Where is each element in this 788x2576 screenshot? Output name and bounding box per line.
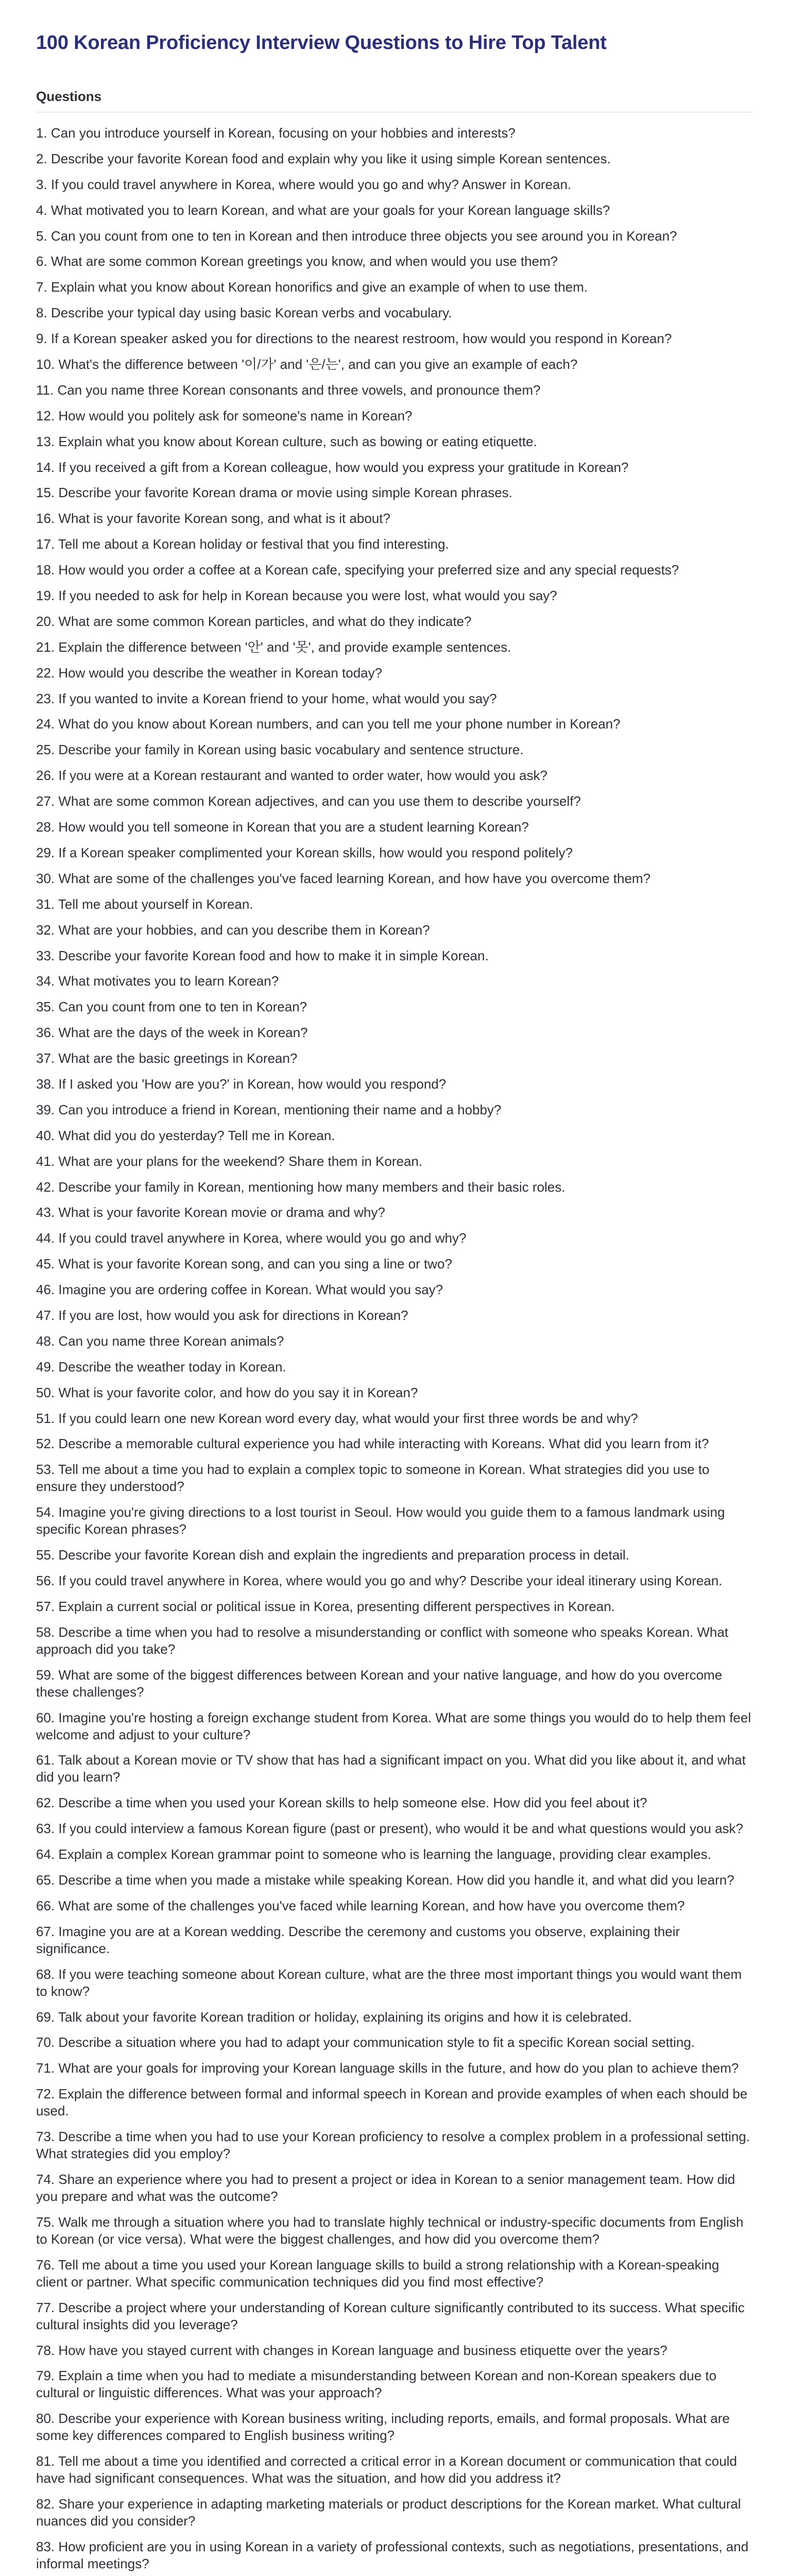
question-item xyxy=(36,870,753,887)
question-item xyxy=(36,150,753,167)
question-text: If you received a gift from a Korean colleague, how would you express your gratitude in Korean? xyxy=(58,459,629,475)
question-text: What are some common Korean adjectives, and can you use them to describe yourself? xyxy=(58,793,581,809)
question-text: Describe your favorite Korean drama or movie using simple Korean phrases. xyxy=(58,485,512,501)
question-number: 21 . xyxy=(36,639,58,655)
question-item xyxy=(36,1153,753,1170)
question-number: 42 . xyxy=(36,1179,58,1195)
question-item xyxy=(36,767,753,784)
question-text: Share your experience in adapting marketing materials or product descriptions for the Korean market. What cultural nuances did you consider? xyxy=(36,2496,741,2529)
question-text: What did you do yesterday? Tell me in Korean. xyxy=(58,1127,335,1143)
question-text: Can you introduce a friend in Korean, mentioning their name and a hobby? xyxy=(58,1101,502,1117)
question-text: Can you name three Korean animals? xyxy=(58,1333,284,1349)
question-text: If you could travel anywhere in Korea, where would you go and why? xyxy=(58,1230,467,1246)
section-heading: Questions xyxy=(36,89,102,104)
question-text: How would you order a coffee at a Korean cafe, specifying your preferred size and any special requests? xyxy=(58,562,679,578)
question-number: 7 . xyxy=(36,279,51,295)
question-text: If a Korean speaker complimented your Korean skills, how would you respond politely? xyxy=(58,844,573,860)
question-item xyxy=(36,125,753,142)
question-number: 29 . xyxy=(36,845,58,860)
question-item xyxy=(36,1333,753,1350)
question-item xyxy=(36,2342,753,2359)
question-number: 81 . xyxy=(36,2453,58,2469)
question-number: 43 . xyxy=(36,1205,58,1220)
question-number: 36 . xyxy=(36,1025,58,1040)
question-number: 28 . xyxy=(36,819,58,835)
question-number: 68 . xyxy=(36,1967,58,1982)
question-text: What do you know about Korean numbers, and can you tell me your phone number in Korean? xyxy=(58,716,621,732)
question-item xyxy=(36,176,753,193)
question-text: Can you count from one to ten in Korean and then introduce three objects you see around you in Korean? xyxy=(50,228,677,244)
question-number: 24 . xyxy=(36,716,58,732)
question-number: 46 . xyxy=(36,1282,58,1297)
question-item xyxy=(36,1897,753,1914)
question-text: Describe your family in Korean using basic vocabulary and sentence structure. xyxy=(58,742,524,758)
question-number: 55 . xyxy=(36,1547,58,1563)
question-number: 39 . xyxy=(36,1102,58,1117)
question-item xyxy=(36,947,753,964)
question-item xyxy=(36,922,753,939)
question-item xyxy=(36,1504,753,1538)
question-item xyxy=(36,2128,753,2162)
question-number: 27 . xyxy=(36,793,58,809)
question-item xyxy=(36,562,753,579)
question-text: How proficient are you in using Korean in a variety of professional contexts, such as negotiations, presentations, and informal meetings? xyxy=(36,2539,749,2572)
question-item xyxy=(36,1461,753,1495)
question-item xyxy=(36,1709,753,1743)
question-item xyxy=(36,2299,753,2333)
question-number: 2 . xyxy=(36,151,51,166)
question-text: Share an experience where you had to present a project or idea in Korean to a senior management team. How did you prepare and what was the outcome? xyxy=(36,2172,735,2205)
question-number: 65 . xyxy=(36,1872,58,1888)
question-text: Explain the difference between formal and informal speech in Korean and provide examples of when each should be used. xyxy=(36,2086,748,2119)
question-item xyxy=(36,613,753,630)
question-text: What's the difference between '이/가' and '은/는', and can you give an example of each? xyxy=(58,357,578,372)
question-text: What motivated you to learn Korean, and what are your goals for your Korean language skills? xyxy=(50,202,610,218)
question-text: Describe your family in Korean, mentioning how many members and their basic roles. xyxy=(58,1179,566,1195)
question-text: If you could travel anywhere in Korea, where would you go and why? Describe your ideal itinerary using Korean. xyxy=(58,1572,723,1588)
question-number: 40 . xyxy=(36,1128,58,1143)
question-text: Describe a situation where you had to adapt your communication style to fit a specific Korean social setting. xyxy=(58,2035,695,2050)
question-item xyxy=(36,844,753,861)
question-number: 73 . xyxy=(36,2129,58,2144)
question-number: 50 . xyxy=(36,1385,58,1400)
question-text: Describe your favorite Korean food and how to make it in simple Korean. xyxy=(58,947,489,963)
question-item xyxy=(36,1307,753,1324)
question-text: Can you count from one to ten in Korean? xyxy=(58,999,307,1015)
question-item xyxy=(36,1752,753,1786)
question-text: Describe your favorite Korean dish and explain the ingredients and preparation process in detail. xyxy=(58,1547,629,1563)
question-text: What are some of the challenges you've faced while learning Korean, and how have you overcome them? xyxy=(58,1897,685,1913)
question-number: 35 . xyxy=(36,999,58,1014)
question-item xyxy=(36,2214,753,2248)
question-item xyxy=(36,356,753,373)
question-number: 12 . xyxy=(36,408,58,423)
question-item xyxy=(36,408,753,425)
question-item xyxy=(36,536,753,553)
question-text: Can you introduce yourself in Korean, focusing on your hobbies and interests? xyxy=(50,125,516,141)
question-number: 17 . xyxy=(36,536,58,552)
question-item xyxy=(36,2496,753,2530)
question-item xyxy=(36,1820,753,1837)
question-number: 54 . xyxy=(36,1504,58,1520)
question-text: Tell me about a time you used your Korean language skills to build a strong relationship with a Korean-speaking client or partner. What specific communication techniques did you find most effective? xyxy=(36,2257,720,2290)
question-number: 15 . xyxy=(36,485,58,500)
question-number: 37 . xyxy=(36,1050,58,1066)
question-number: 10 . xyxy=(36,357,58,372)
question-text: What are your goals for improving your Korean language skills in the future, and how do you plan to achieve them? xyxy=(58,2060,739,2076)
question-number: 53 . xyxy=(36,1462,58,1477)
question-number: 58 . xyxy=(36,1624,58,1640)
question-text: Describe your typical day using basic Korean verbs and vocabulary. xyxy=(50,305,452,321)
question-item xyxy=(36,690,753,707)
question-number: 30 . xyxy=(36,871,58,886)
question-text: Explain a time when you had to mediate a misunderstanding between Korean and non-Korean speakers due to cultural or linguistic differences. What was your approach? xyxy=(36,2368,717,2401)
question-number: 78 . xyxy=(36,2343,58,2358)
question-text: If you could learn one new Korean word every day, what would your first three words be and why? xyxy=(58,1410,638,1426)
page-title: 100 Korean Proficiency Interview Questions to Hire Top Talent xyxy=(36,32,607,54)
question-item xyxy=(36,1076,753,1093)
question-item xyxy=(36,998,753,1015)
question-item xyxy=(36,2009,753,2026)
question-item xyxy=(36,1572,753,1589)
question-text: If you wanted to invite a Korean friend to your home, what would you say? xyxy=(58,690,497,706)
question-text: Describe a time when you used your Korean skills to help someone else. How did you feel about it? xyxy=(58,1795,647,1811)
question-number: 72 . xyxy=(36,2086,58,2102)
question-item xyxy=(36,1230,753,1247)
question-item xyxy=(36,1101,753,1118)
question-number: 59 . xyxy=(36,1667,58,1683)
question-text: What is your favorite Korean song, and can you sing a line or two? xyxy=(58,1256,452,1272)
question-number: 11 . xyxy=(36,382,57,398)
question-item xyxy=(36,1384,753,1401)
question-item xyxy=(36,1024,753,1041)
question-text: Talk about a Korean movie or TV show that has had a significant impact on you. What did you like about it, and what did you learn? xyxy=(36,1752,746,1785)
question-text: Imagine you're giving directions to a lost tourist in Seoul. How would you guide them to a famous landmark using specific Korean phrases? xyxy=(36,1504,725,1537)
question-item xyxy=(36,2257,753,2291)
question-text: How would you tell someone in Korean that you are a student learning Korean? xyxy=(58,819,529,835)
question-item xyxy=(36,1667,753,1701)
question-number: 70 . xyxy=(36,2035,58,2050)
question-text: If you could travel anywhere in Korea, where would you go and why? Answer in Korean. xyxy=(50,176,572,192)
question-item xyxy=(36,330,753,347)
question-number: 67 . xyxy=(36,1924,58,1939)
question-number: 31 . xyxy=(36,896,58,912)
question-number: 47 . xyxy=(36,1308,58,1323)
question-text: Explain what you know about Korean honorifics and give an example of when to use them. xyxy=(50,279,588,295)
question-number: 14 . xyxy=(36,460,58,475)
question-number: 83 . xyxy=(36,2539,58,2554)
question-number: 1 . xyxy=(36,125,51,141)
question-text: Describe a time when you had to resolve a misunderstanding or conflict with someone who speaks Korean. What approach did you take? xyxy=(36,1624,729,1657)
question-number: 44 . xyxy=(36,1230,58,1246)
question-number: 80 . xyxy=(36,2411,58,2426)
question-item xyxy=(36,1547,753,1564)
question-number: 34 . xyxy=(36,973,58,989)
question-item xyxy=(36,819,753,836)
question-number: 32 . xyxy=(36,922,58,938)
question-item xyxy=(36,665,753,682)
question-text: If you needed to ask for help in Korean because you were lost, what would you say? xyxy=(58,588,557,604)
question-number: 20 . xyxy=(36,614,58,629)
question-item xyxy=(36,1179,753,1196)
question-text: If I asked you 'How are you?' in Korean, how would you respond? xyxy=(58,1076,447,1092)
question-item xyxy=(36,1204,753,1221)
question-number: 38 . xyxy=(36,1076,58,1092)
question-item xyxy=(36,1435,753,1452)
question-text: If you were at a Korean restaurant and wanted to order water, how would you ask? xyxy=(58,768,547,784)
question-text: What are some common Korean greetings you know, and when would you use them? xyxy=(50,253,558,269)
question-text: Describe your favorite Korean food and explain why you like it using simple Korean sentences. xyxy=(50,150,611,166)
question-text: Describe a memorable cultural experience you had while interacting with Koreans. What did you learn from it? xyxy=(58,1436,709,1452)
question-item xyxy=(36,433,753,450)
question-number: 75 . xyxy=(36,2214,58,2230)
question-number: 71 . xyxy=(36,2060,58,2076)
question-number: 5 . xyxy=(36,228,51,244)
question-text: What are the basic greetings in Korean? xyxy=(58,1050,298,1066)
question-text: Explain a complex Korean grammar point to someone who is learning the language, providing clear examples. xyxy=(58,1846,711,1862)
question-item xyxy=(36,2453,753,2487)
question-item xyxy=(36,202,753,219)
question-number: 33 . xyxy=(36,948,58,963)
question-text: How would you politely ask for someone's name in Korean? xyxy=(58,408,413,423)
question-number: 77 . xyxy=(36,2300,58,2315)
question-text: Imagine you are ordering coffee in Korean. What would you say? xyxy=(58,1282,443,1298)
question-number: 9 . xyxy=(36,331,51,346)
question-number: 4 . xyxy=(36,202,51,218)
question-text: Explain what you know about Korean culture, such as bowing or eating etiquette. xyxy=(58,433,537,449)
question-text: Describe your experience with Korean business writing, including reports, emails, and formal proposals. What are some key differences compared to English business writing? xyxy=(36,2411,730,2444)
question-text: What are some of the biggest differences between Korean and your native language, and how do you overcome these challenges? xyxy=(36,1667,723,1700)
question-number: 25 . xyxy=(36,742,58,757)
question-item xyxy=(36,1127,753,1144)
question-text: If you are lost, how would you ask for directions in Korean? xyxy=(58,1307,408,1323)
question-text: Tell me about a time you had to explain a complex topic to someone in Korean. What strategies did you use to ensure they understood? xyxy=(36,1462,710,1495)
question-text: Describe a time when you made a mistake while speaking Korean. How did you handle it, and what did you learn? xyxy=(58,1872,734,1888)
question-number: 51 . xyxy=(36,1411,58,1426)
question-number: 19 . xyxy=(36,588,58,603)
question-item xyxy=(36,1624,753,1658)
question-item xyxy=(36,510,753,527)
question-text: Walk me through a situation where you had to translate highly technical or industry-specific documents from English to Korean (or vice versa). What were the biggest challenges, and how did you overcome them? xyxy=(36,2214,744,2247)
question-text: What is your favorite Korean song, and what is it about? xyxy=(58,511,390,527)
question-item xyxy=(36,896,753,913)
question-item xyxy=(36,793,753,810)
question-text: What are the days of the week in Korean? xyxy=(58,1025,308,1041)
question-item xyxy=(36,1050,753,1067)
question-number: 3 . xyxy=(36,177,51,192)
question-item xyxy=(36,741,753,758)
question-text: Tell me about a time you identified and corrected a critical error in a Korean document or communication that could have had significant consequences. What was the situation, and how did you address it? xyxy=(36,2453,737,2486)
question-list xyxy=(36,125,753,2576)
question-item xyxy=(36,2060,753,2077)
question-number: 48 . xyxy=(36,1333,58,1349)
question-number: 41 . xyxy=(36,1154,58,1169)
question-text: If you were teaching someone about Korean culture, what are the three most important things you would want them to know? xyxy=(36,1966,742,1999)
question-number: 62 . xyxy=(36,1795,58,1810)
question-number: 49 . xyxy=(36,1359,58,1375)
question-number: 82 . xyxy=(36,2496,58,2512)
question-text: What are your hobbies, and can you describe them in Korean? xyxy=(58,922,430,938)
question-item xyxy=(36,1598,753,1615)
question-text: Tell me about yourself in Korean. xyxy=(58,896,253,912)
question-item xyxy=(36,2171,753,2205)
question-item xyxy=(36,1966,753,2000)
question-text: What are your plans for the weekend? Share them in Korean. xyxy=(58,1153,423,1169)
question-item xyxy=(36,1923,753,1957)
question-text: What are some common Korean particles, and what do they indicate? xyxy=(58,613,472,629)
question-number: 64 . xyxy=(36,1846,58,1862)
question-item xyxy=(36,587,753,604)
question-item xyxy=(36,2367,753,2401)
question-number: 26 . xyxy=(36,768,58,783)
question-item xyxy=(36,1794,753,1811)
question-text: Describe a project where your understanding of Korean culture significantly contributed to its success. What specific cultural insights did you leverage? xyxy=(36,2299,745,2332)
question-number: 6 . xyxy=(36,253,51,269)
question-text: Explain the difference between '안' and '못', and provide example sentences. xyxy=(58,639,511,655)
question-number: 66 . xyxy=(36,1898,58,1913)
question-text: If you could interview a famous Korean figure (past or present), who would it be and what questions would you ask? xyxy=(58,1821,744,1837)
question-item xyxy=(36,1410,753,1427)
question-item xyxy=(36,716,753,733)
question-number: 45 . xyxy=(36,1256,58,1272)
question-text: What motivates you to learn Korean? xyxy=(58,973,279,989)
question-text: How have you stayed current with changes in Korean language and business etiquette over the years? xyxy=(58,2342,667,2358)
question-item xyxy=(36,1256,753,1273)
question-number: 22 . xyxy=(36,665,58,681)
question-item xyxy=(36,1359,753,1376)
question-item xyxy=(36,304,753,321)
question-item xyxy=(36,459,753,476)
question-number: 8 . xyxy=(36,305,51,320)
question-number: 63 . xyxy=(36,1821,58,1836)
question-item xyxy=(36,1872,753,1889)
question-number: 76 . xyxy=(36,2257,58,2273)
question-text: Tell me about a Korean holiday or festival that you find interesting. xyxy=(58,536,449,552)
question-text: What are some of the challenges you've faced learning Korean, and how have you overcome them? xyxy=(58,870,651,886)
question-text: Describe a time when you had to use your Korean proficiency to resolve a complex problem in a professional setting. What strategies did you employ? xyxy=(36,2129,750,2162)
question-text: Imagine you are at a Korean wedding. Describe the ceremony and customs you observe, explaining their significance. xyxy=(36,1923,680,1956)
question-number: 69 . xyxy=(36,2009,58,2025)
question-item xyxy=(36,484,753,501)
question-number: 18 . xyxy=(36,562,58,578)
question-item xyxy=(36,1281,753,1298)
question-item xyxy=(36,2034,753,2051)
question-number: 57 . xyxy=(36,1599,58,1614)
question-item xyxy=(36,2086,753,2120)
question-number: 79 . xyxy=(36,2368,58,2383)
question-text: How would you describe the weather in Korean today? xyxy=(58,665,383,681)
question-text: If a Korean speaker asked you for directions to the nearest restroom, how would you respond in Korean? xyxy=(50,331,672,347)
question-text: What is your favorite color, and how do you say it in Korean? xyxy=(58,1384,418,1400)
question-text: Explain a current social or political issue in Korea, presenting different perspectives in Korean. xyxy=(58,1598,615,1614)
question-text: What is your favorite Korean movie or drama and why? xyxy=(58,1205,385,1221)
question-number: 52 . xyxy=(36,1436,58,1451)
question-number: 23 . xyxy=(36,691,58,706)
question-item xyxy=(36,2410,753,2444)
question-item xyxy=(36,228,753,245)
question-item xyxy=(36,2538,753,2572)
question-item xyxy=(36,253,753,270)
question-number: 74 . xyxy=(36,2172,58,2187)
question-number: 60 . xyxy=(36,1710,58,1725)
question-number: 13 . xyxy=(36,434,58,449)
question-item xyxy=(36,1846,753,1863)
question-number: 16 . xyxy=(36,511,58,526)
question-number: 61 . xyxy=(36,1752,58,1768)
question-item xyxy=(36,639,753,656)
question-item xyxy=(36,382,753,399)
question-text: Imagine you're hosting a foreign exchange student from Korea. What are some things you would do to help them feel welcome and adjust to your culture? xyxy=(36,1709,751,1742)
question-item xyxy=(36,279,753,296)
question-text: Describe the weather today in Korean. xyxy=(58,1359,286,1375)
question-text: Talk about your favorite Korean tradition or holiday, explaining its origins and how it is celebrated. xyxy=(58,2009,632,2025)
question-item xyxy=(36,973,753,990)
question-number: 56 . xyxy=(36,1573,58,1588)
question-text: Can you name three Korean consonants and three vowels, and pronounce them? xyxy=(57,382,541,398)
